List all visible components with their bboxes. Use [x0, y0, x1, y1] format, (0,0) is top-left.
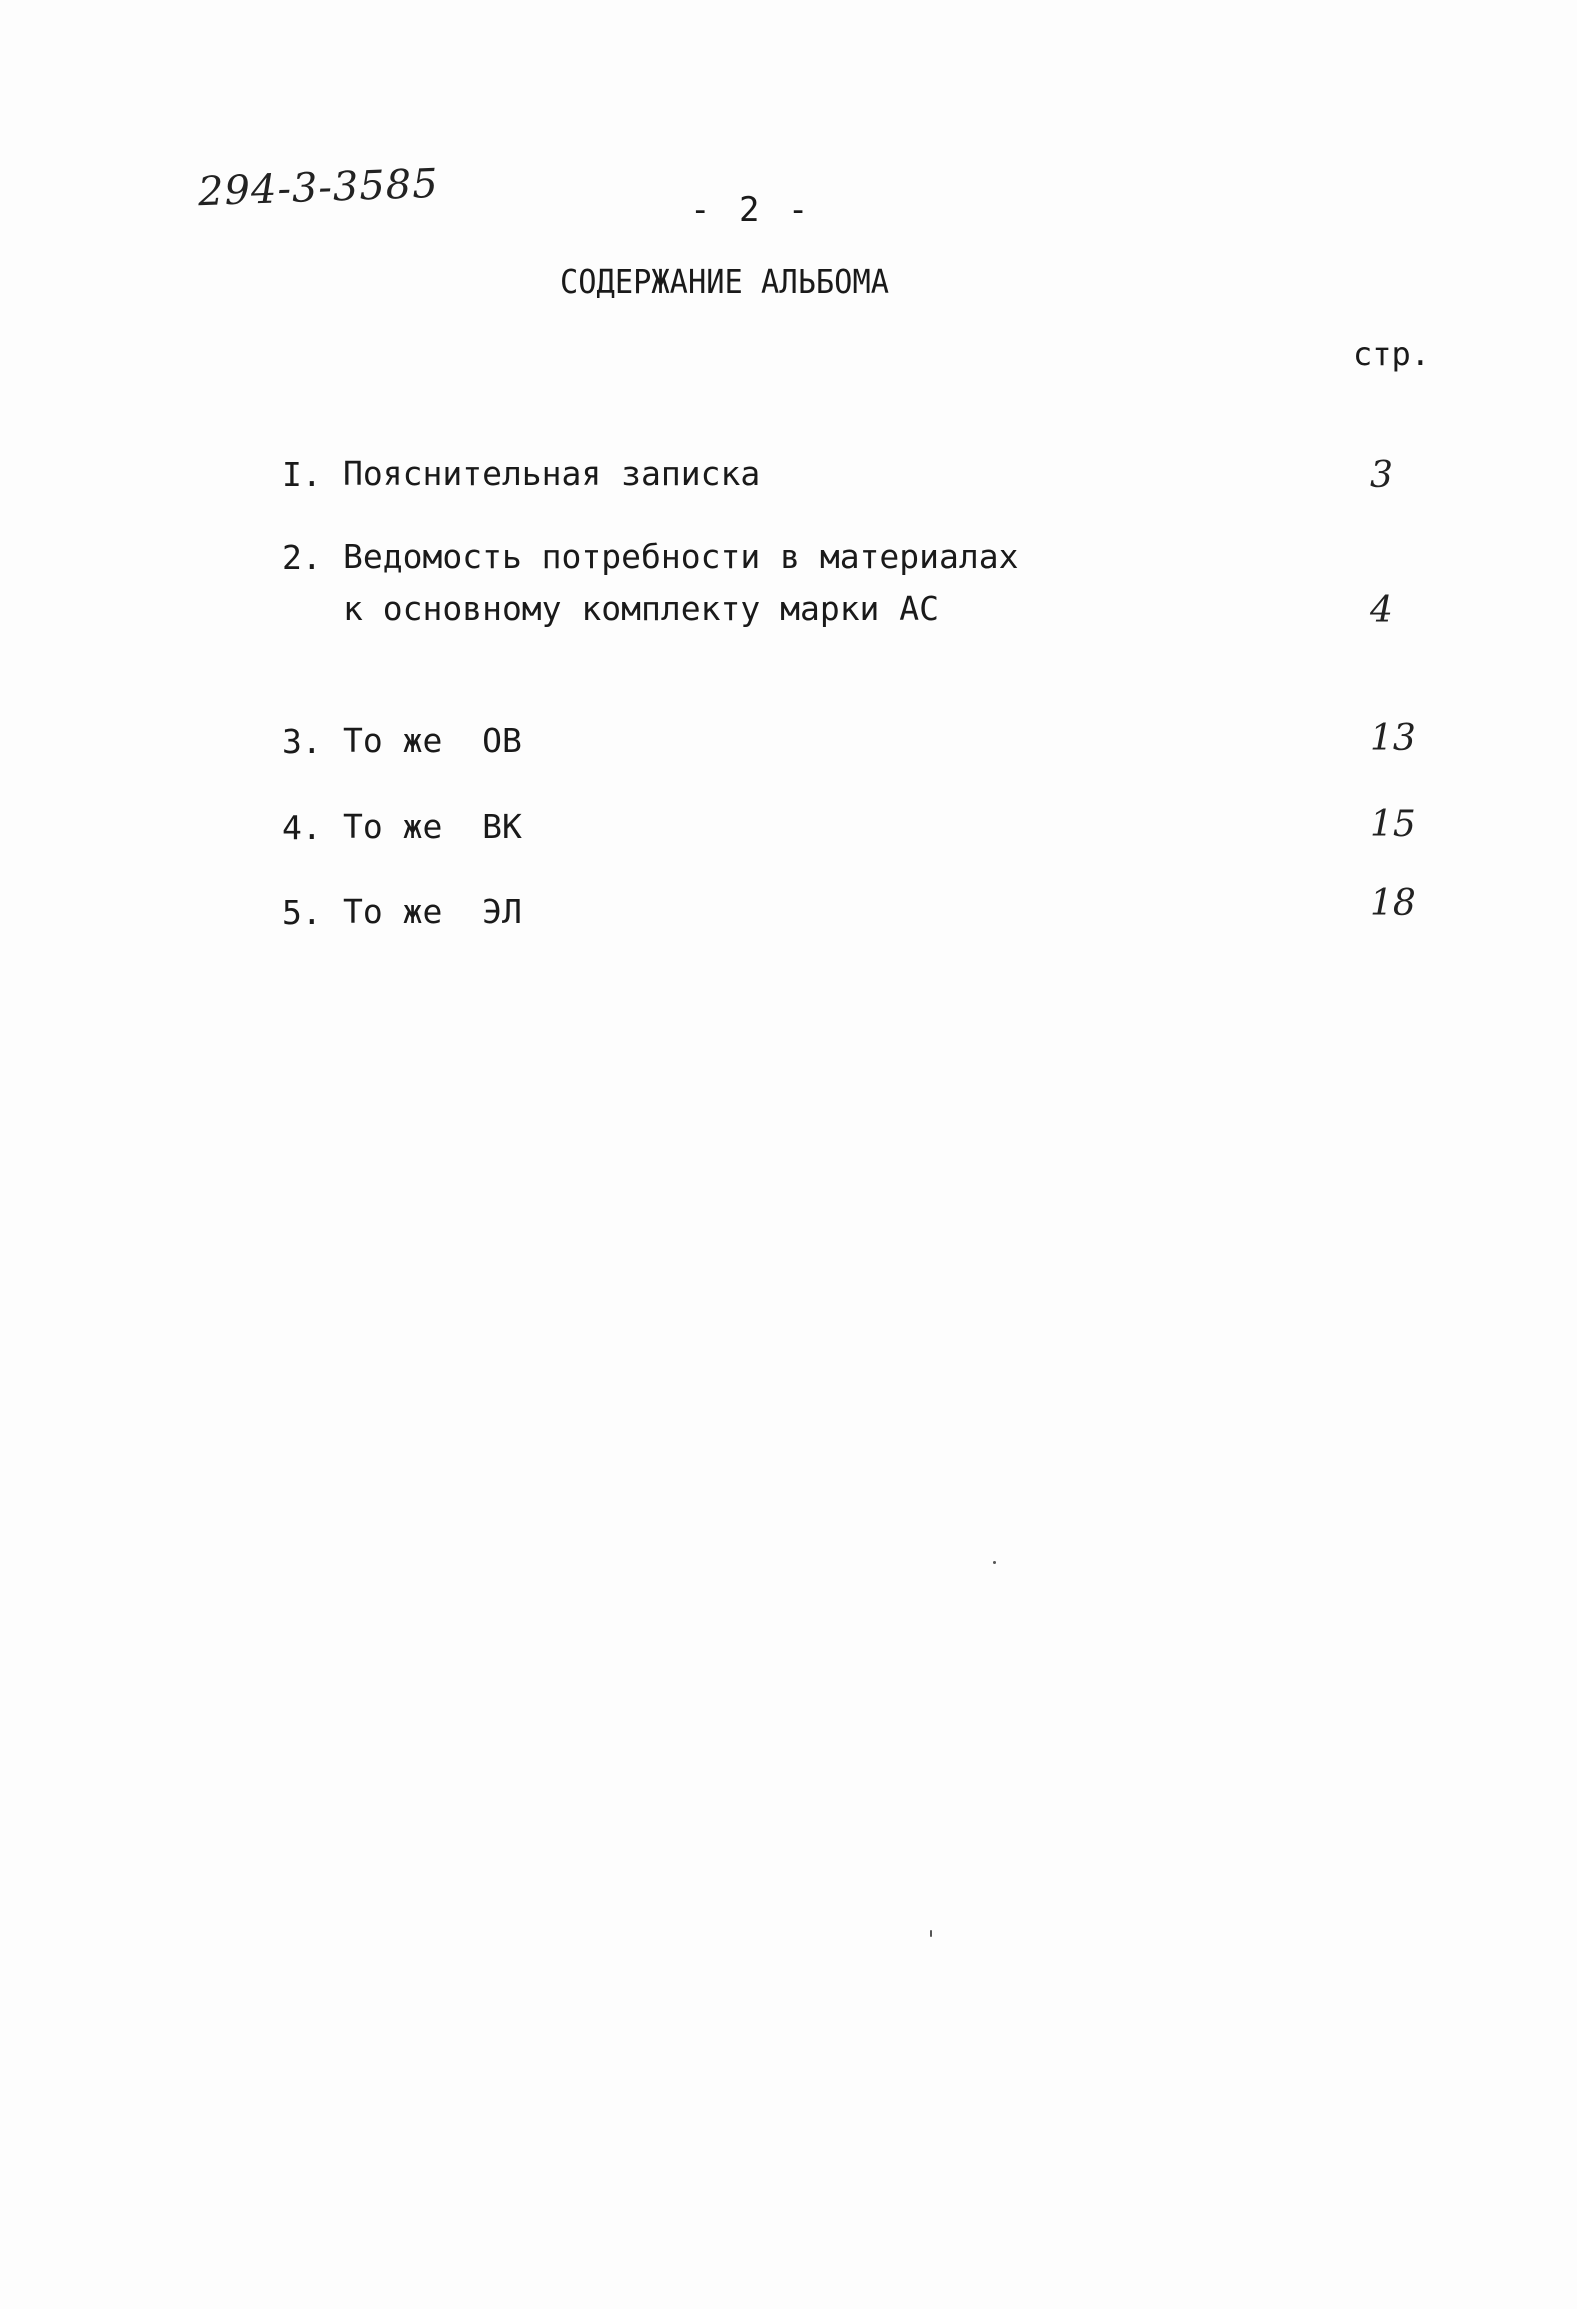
toc-item-number: 3.: [282, 722, 322, 761]
page-number: - 2 -: [690, 190, 813, 230]
toc-item: [0, 883, 1577, 1088]
page-column-label: стр.: [1353, 335, 1431, 373]
toc-item-title: То же ЭЛ: [343, 892, 522, 931]
document-code: 294-3-3585: [197, 160, 440, 216]
toc-item-number: 4.: [282, 808, 322, 847]
toc-item-page: 13: [1370, 718, 1416, 759]
toc-item-number: I.: [282, 455, 322, 494]
toc-item-page: 18: [1370, 883, 1416, 924]
page-title: СОДЕРЖАНИЕ АЛЬБОМА: [560, 262, 890, 301]
scan-speck: [993, 1561, 996, 1564]
toc-item-number: 5.: [282, 893, 322, 932]
toc-item-title: Пояснительная записка: [343, 454, 761, 493]
toc-item-title-continued: к основному комплекту марки АС: [343, 589, 940, 628]
toc-item-page: 3: [1370, 455, 1393, 496]
toc-item-title: То же ОВ: [343, 721, 522, 760]
scan-speck: [930, 1930, 932, 1937]
toc-item-title: Ведомость потребности в материалах: [343, 537, 1019, 576]
toc-item-page: 15: [1370, 804, 1416, 845]
toc-item-number: 2.: [282, 538, 322, 577]
toc-item-title: То же ВК: [343, 807, 522, 846]
toc-item-page: 4: [1370, 590, 1393, 631]
